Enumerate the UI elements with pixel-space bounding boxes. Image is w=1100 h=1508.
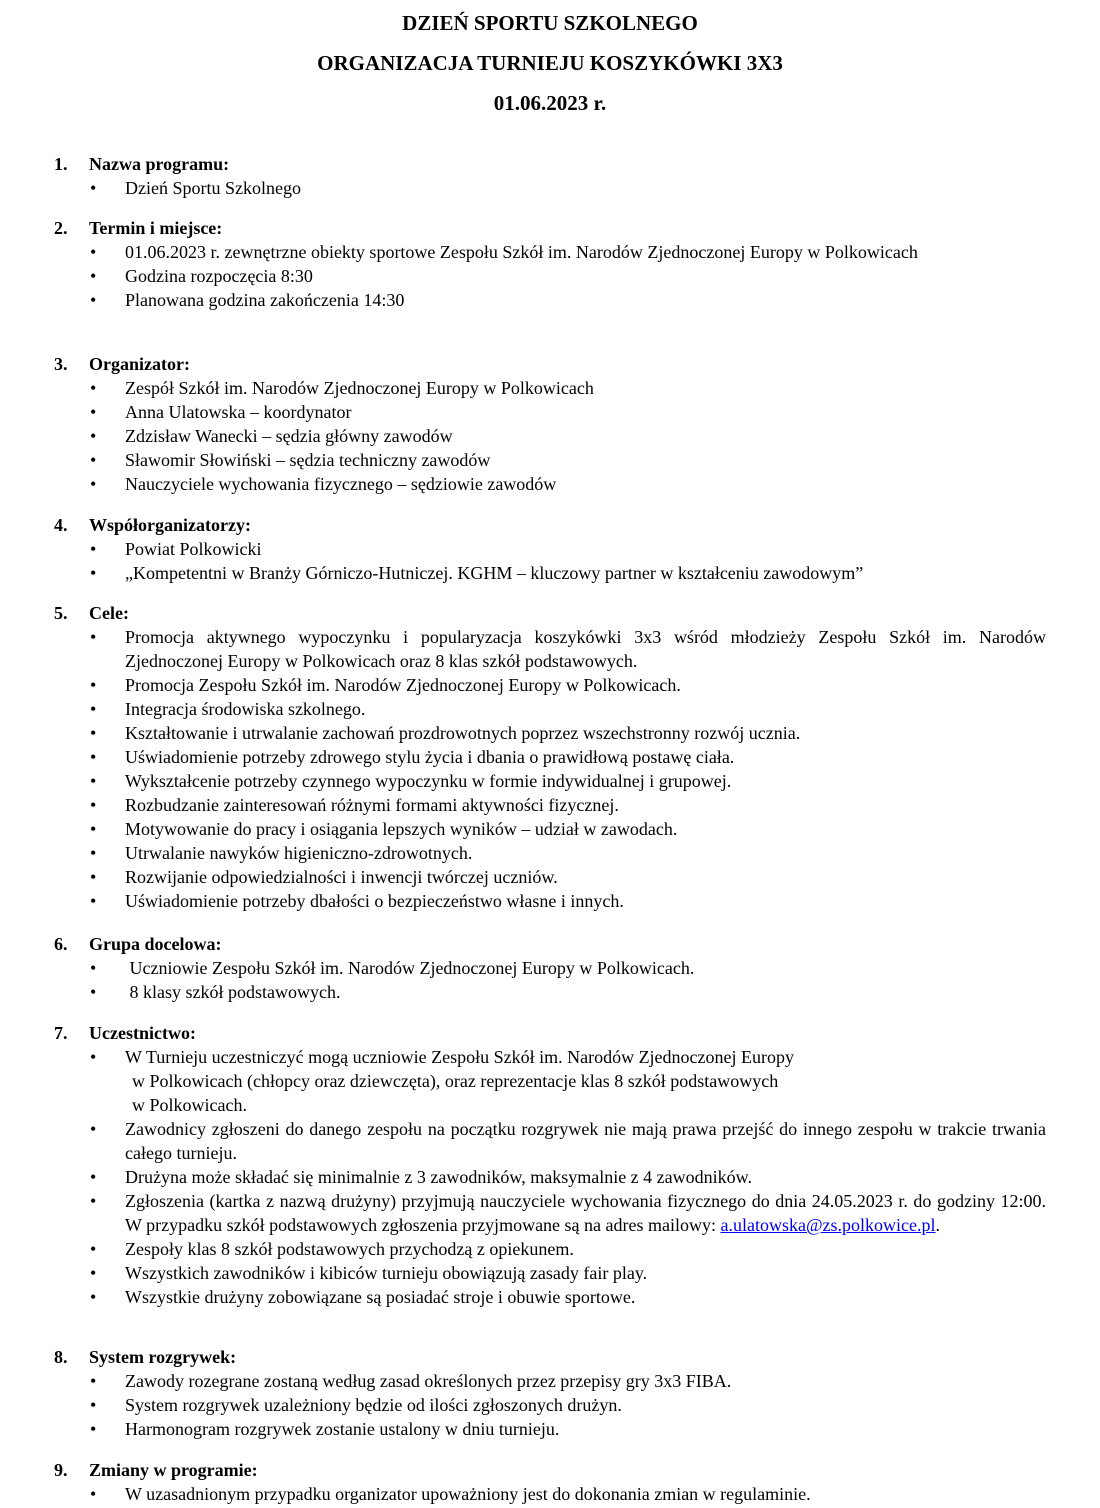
list-item: • Zespoły klas 8 szkół podstawowych przychodzą z opiekunem. [54, 1237, 1046, 1261]
section-4 [54, 513, 1046, 585]
list-item: • Harmonogram rozgrywek zostanie ustalony w dniu turnieju. [54, 1417, 1046, 1441]
list-item: • System rozgrywek uzależniony będzie od ilości zgłoszonych drużyn. [54, 1393, 1046, 1417]
section-9 [54, 1458, 1046, 1506]
list-item: • Rozwijanie odpowiedzialności i inwencji twórczej uczniów. [54, 865, 1046, 889]
list-item: • W Turnieju uczestniczyć mogą uczniowie Zespołu Szkół im. Narodów Zjednoczonej Europy w Polkowicach (chłopcy oraz dziewczęta), oraz reprezentacje klas 8 szkół podstawowych w Polkowicach. [54, 1045, 1046, 1117]
list-item: • 01.06.2023 r. zewnętrzne obiekty sportowe Zespołu Szkół im. Narodów Zjednoczonej Europy w Polkowicach [54, 240, 1046, 264]
section-heading: 4. Współorganizatorzy: [54, 515, 251, 535]
list-item: • Wykształcenie potrzeby czynnego wypoczynku w formie indywidualnej i grupowej. [54, 769, 1046, 793]
list-item: • W uzasadnionym przypadku organizator upoważniony jest do dokonania zmian w regulaminie. [54, 1482, 1046, 1506]
list-item: • Promocja Zespołu Szkół im. Narodów Zjednoczonej Europy w Polkowicach. [54, 673, 1046, 697]
list-item: • „Kompetentni w Branży Górniczo-Hutniczej. KGHM – kluczowy partner w kształceniu zawodowym” [54, 561, 1046, 585]
list-item: • Rozbudzanie zainteresowań różnymi formami aktywności fizycznej. [54, 793, 1046, 817]
list-item: • Anna Ulatowska – koordynator [54, 400, 1046, 424]
list-item: • Motywowanie do pracy i osiągania lepszych wyników – udział w zawodach. [54, 817, 1046, 841]
list-item: • Uświadomienie potrzeby zdrowego stylu życia i dbania o prawidłową postawę ciała. [54, 745, 1046, 769]
list-item: • Uczniowie Zespołu Szkół im. Narodów Zjednoczonej Europy w Polkowicach. [54, 956, 1046, 980]
section-3 [54, 352, 1046, 496]
list-item: • Wszystkich zawodników i kibiców turnieju obowiązują zasady fair play. [54, 1261, 1046, 1285]
section-6 [54, 932, 1046, 1004]
title-line-1: DZIEŃ SPORTU SZKOLNEGO [402, 11, 698, 35]
list-item: • Dzień Sportu Szkolnego [54, 176, 1046, 200]
section-heading: 6. Grupa docelowa: [54, 934, 222, 954]
list-item: • Integracja środowiska szkolnego. [54, 697, 1046, 721]
section-heading: 5. Cele: [54, 603, 129, 623]
list-item: • Godzina rozpoczęcia 8:30 [54, 264, 1046, 288]
list-item: • Zespół Szkół im. Narodów Zjednoczonej Europy w Polkowicach [54, 376, 1046, 400]
list-item: • Nauczyciele wychowania fizycznego – sędziowie zawodów [54, 472, 1046, 496]
list-item: • Zawodnicy zgłoszeni do danego zespołu na początku rozgrywek nie mają prawa przejść do innego zespołu w trakcie trwania całego turnieju. [54, 1117, 1046, 1165]
list-item: • Sławomir Słowiński – sędzia techniczny zawodów [54, 448, 1046, 472]
section-heading: 1. Nazwa programu: [54, 154, 230, 174]
list-item: • Planowana godzina zakończenia 14:30 [54, 288, 1046, 312]
list-item: • Powiat Polkowicki [54, 537, 1046, 561]
title-date: 01.06.2023 r. [493, 91, 607, 115]
section-heading: 9. Zmiany w programie: [54, 1460, 258, 1480]
section-heading: 3. Organizator: [54, 354, 190, 374]
section-heading: 7. Uczestnictwo: [54, 1023, 196, 1043]
email-link[interactable]: a.ulatowska@zs.polkowice.pl [720, 1215, 936, 1235]
list-item: • Zawody rozegrane zostaną według zasad określonych przez przepisy gry 3x3 FIBA. [54, 1369, 1046, 1393]
list-item: • Zdzisław Wanecki – sędzia główny zawodów [54, 424, 1046, 448]
list-item: • Utrwalanie nawyków higieniczno-zdrowotnych. [54, 841, 1046, 865]
section-1 [54, 152, 1046, 200]
section-2 [54, 216, 1046, 312]
section-5 [54, 601, 1046, 913]
section-7 [54, 1021, 1046, 1309]
list-item: • Drużyna może składać się minimalnie z 3 zawodników, maksymalnie z 4 zawodników. [54, 1165, 1046, 1189]
list-item: • Kształtowanie i utrwalanie zachowań prozdrowotnych poprzez wszechstronny rozwój ucznia. [54, 721, 1046, 745]
list-item: • Wszystkie drużyny zobowiązane są posiadać stroje i obuwie sportowe. [54, 1285, 1046, 1309]
list-item: • Zgłoszenia (kartka z nazwą drużyny) przyjmują nauczyciele wychowania fizycznego do dnia 24.05.2023 r. do godziny 12:00. W przypadku szkół podstawowych zgłoszenia przyjmowane są na adres mailowy: a.ulatowska@zs.polkowice.pl. [54, 1189, 1046, 1237]
section-heading: 8. System rozgrywek: [54, 1347, 237, 1367]
list-item: • Uświadomienie potrzeby dbałości o bezpieczeństwo własne i innych. [54, 889, 1046, 913]
title-line-2: ORGANIZACJA TURNIEJU KOSZYKÓWKI 3X3 [317, 51, 783, 75]
section-heading: 2. Termin i miejsce: [54, 218, 223, 238]
list-item: • Promocja aktywnego wypoczynku i popularyzacja koszykówki 3x3 wśród młodzieży Zespołu Szkół im. Narodów Zjednoczonej Europy w Polkowicach oraz 8 klas szkół podstawowych. [54, 625, 1046, 673]
section-8 [54, 1345, 1046, 1441]
list-item: • 8 klasy szkół podstawowych. [54, 980, 1046, 1004]
